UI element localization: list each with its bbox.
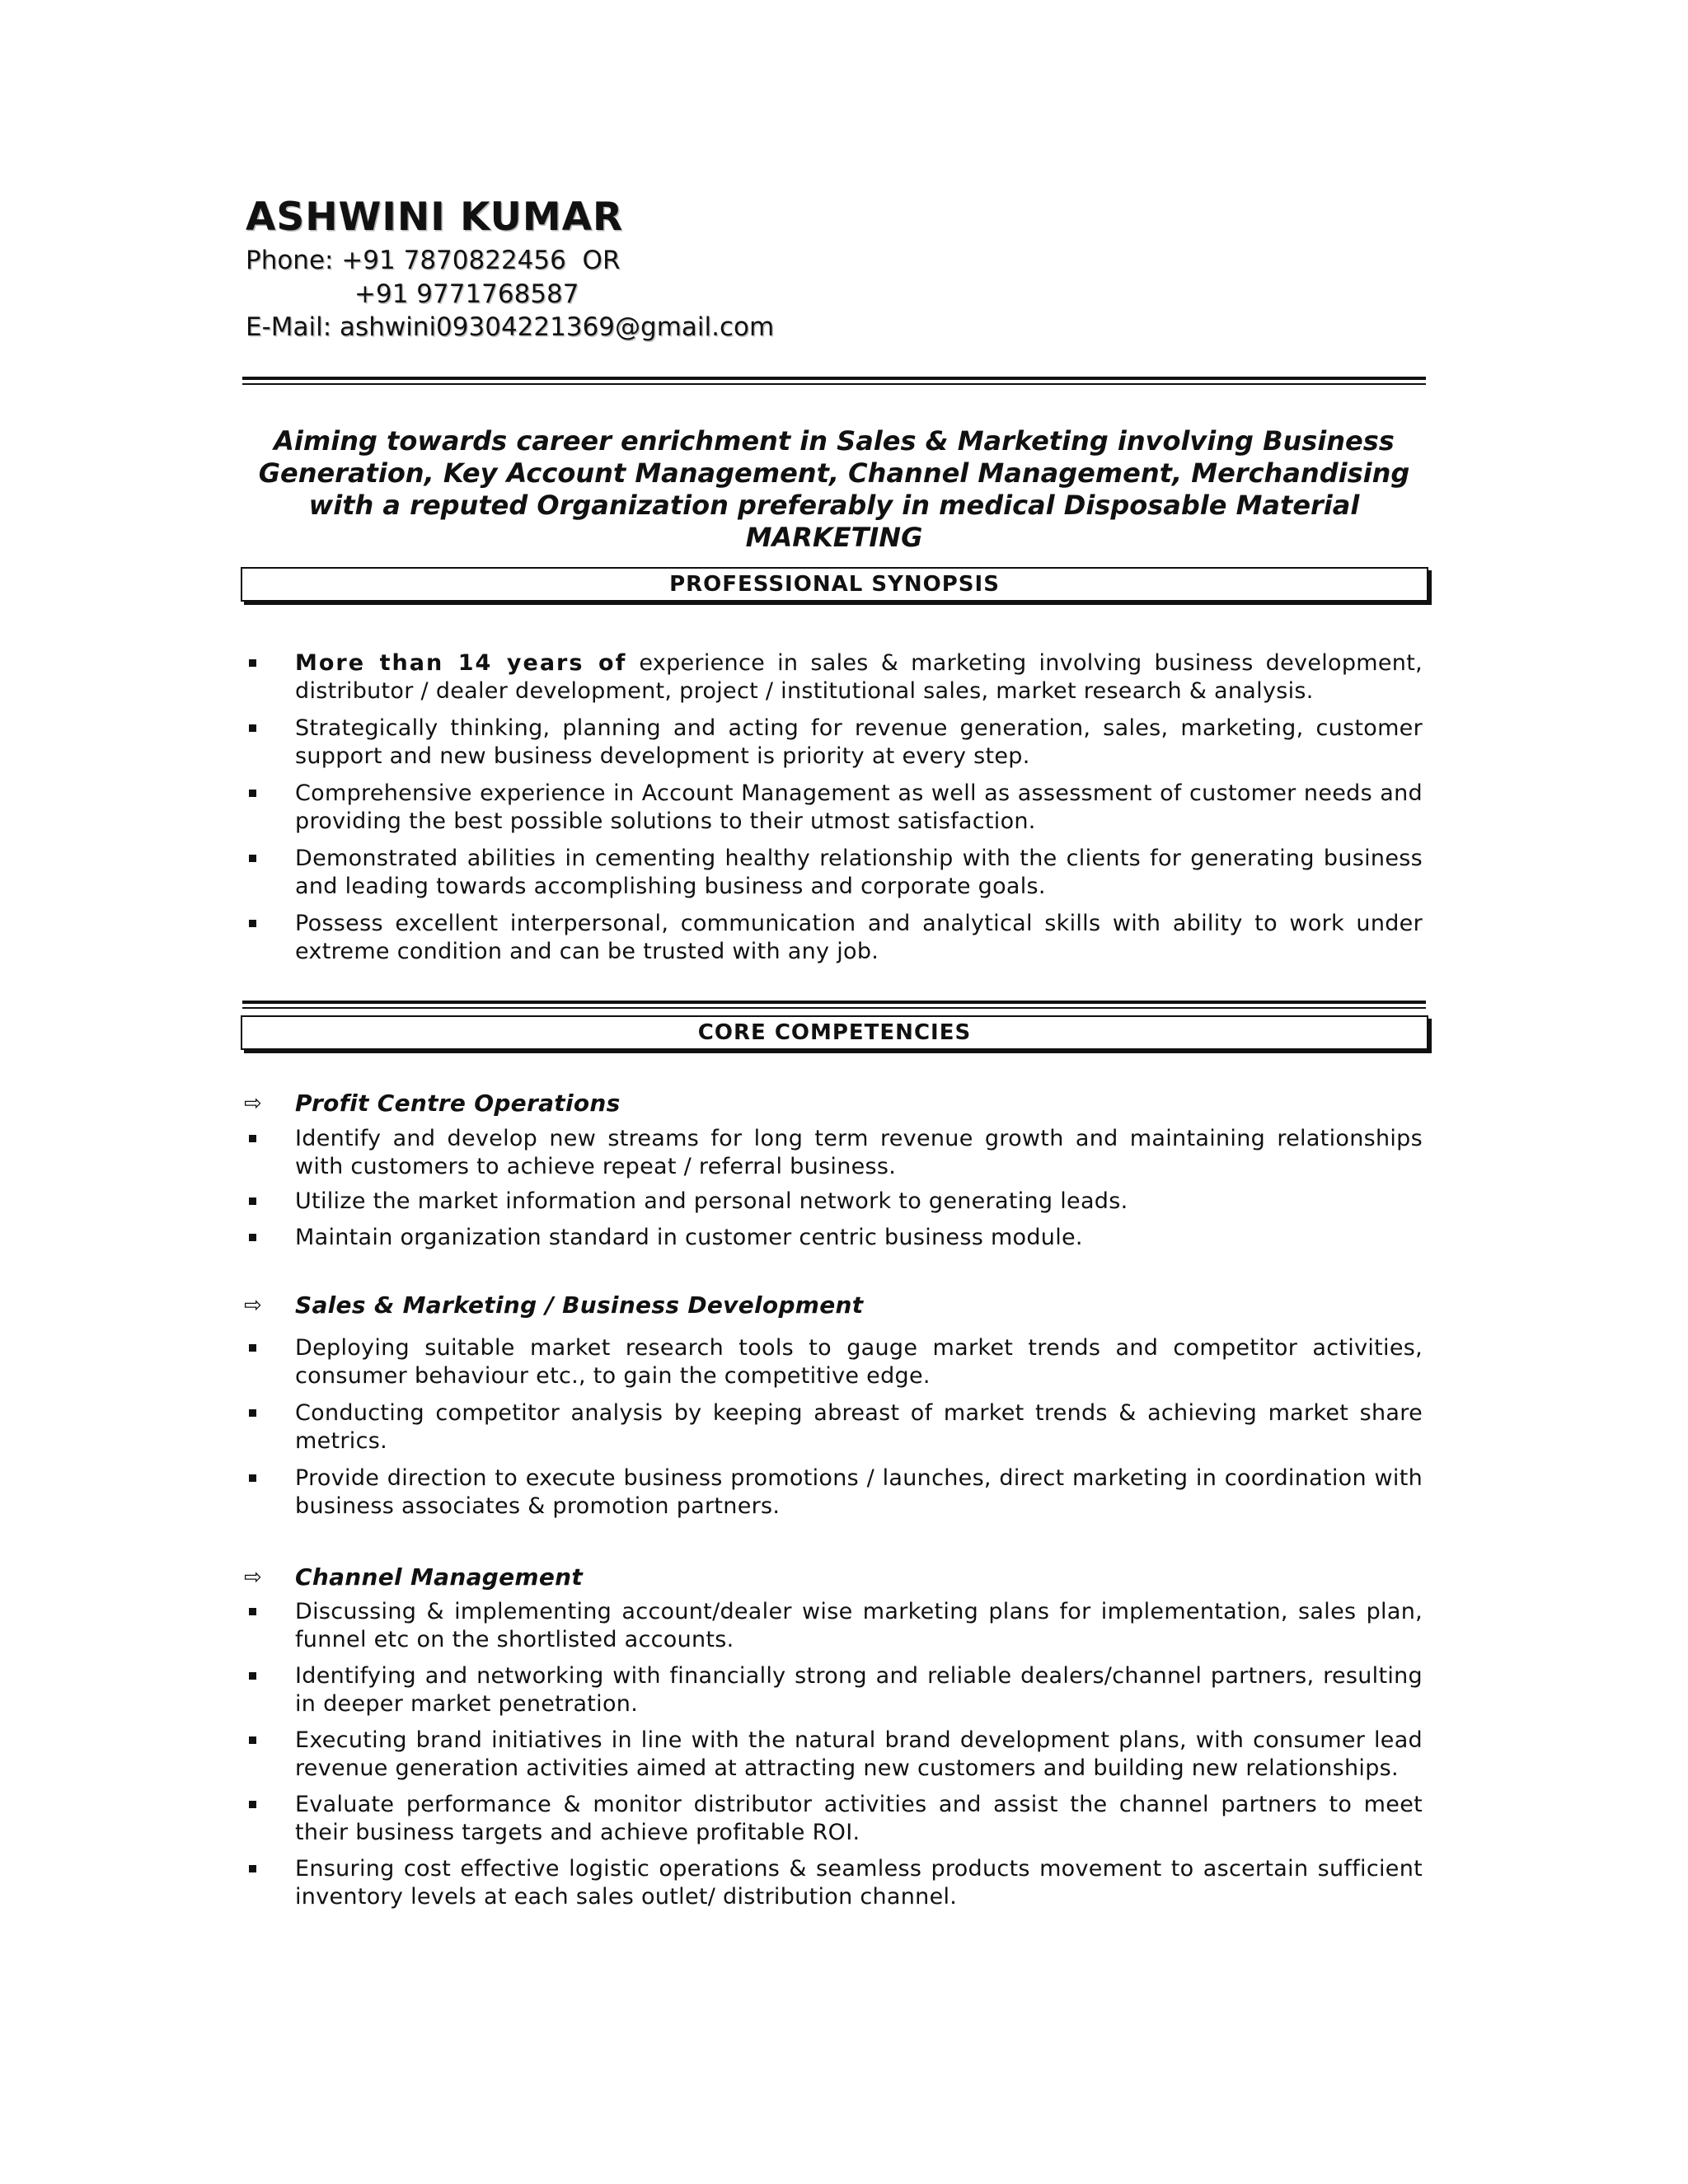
synopsis-list bbox=[244, 649, 1423, 966]
square-bullet-icon bbox=[249, 1474, 256, 1482]
section-divider-thick bbox=[242, 1001, 1426, 1004]
competency-group-sales-marketing bbox=[244, 1291, 1423, 1521]
square-bullet-icon bbox=[249, 1135, 256, 1142]
list-item-text: experience in sales & marketing involving business development, distributor / dealer development, project / institutional sales, market research & analysis. bbox=[295, 650, 1423, 704]
group-heading: ⇨ Channel Management bbox=[244, 1563, 584, 1591]
square-bullet-icon bbox=[249, 1234, 256, 1241]
experience-highlight: More than 14 years of bbox=[295, 650, 627, 676]
list-item bbox=[244, 845, 1423, 901]
header-divider-thin bbox=[242, 383, 1426, 385]
square-bullet-icon bbox=[249, 659, 256, 667]
list-item-text: Executing brand initiatives in line with the natural brand development plans, with consumer lead revenue generation activities aimed at attracting new customers and building new relationships. bbox=[295, 1727, 1423, 1781]
list-item bbox=[244, 1399, 1423, 1455]
list-item-text: Discussing & implementing account/dealer wise marketing plans for implementation, sales plan, funnel etc on the shortlisted accounts. bbox=[295, 1599, 1423, 1652]
square-bullet-icon bbox=[249, 790, 256, 797]
square-bullet-icon bbox=[249, 1409, 256, 1417]
objective-line: Aiming towards career enrichment in Sales & Marketing involving Business bbox=[274, 425, 1395, 457]
list-item bbox=[244, 1791, 1423, 1847]
list-item bbox=[244, 715, 1423, 771]
square-bullet-icon bbox=[249, 1736, 256, 1744]
square-bullet-icon bbox=[249, 1672, 256, 1680]
list-item bbox=[244, 1855, 1423, 1911]
competency-group-channel bbox=[244, 1563, 1423, 1911]
list-item bbox=[244, 1727, 1423, 1783]
group-heading: ⇨ Profit Centre Operations bbox=[244, 1090, 621, 1117]
square-bullet-icon bbox=[249, 1865, 256, 1872]
objective-line: Generation, Key Account Management, Channel Management, Merchandising bbox=[258, 457, 1410, 489]
square-bullet-icon bbox=[249, 1801, 256, 1808]
square-bullet-icon bbox=[249, 920, 256, 927]
objective-line: MARKETING bbox=[745, 522, 923, 553]
list-item-text: Provide direction to execute business promotions / launches, direct marketing in coordination with business associates & promotion partners. bbox=[295, 1465, 1423, 1519]
square-bullet-icon bbox=[249, 1344, 256, 1352]
objective-line: with a reputed Organization preferably in medical Disposable Material bbox=[308, 490, 1360, 521]
group-heading: ⇨ Sales & Marketing / Business Development bbox=[244, 1291, 864, 1319]
list-item-text: Maintain organization standard in customer centric business module. bbox=[295, 1225, 1083, 1250]
list-item bbox=[244, 1188, 1423, 1216]
list-item-text: Strategically thinking, planning and acting for revenue generation, sales, marketing, customer support and new business development is priority at every step. bbox=[295, 715, 1423, 769]
phone-alt-line: +91 9771768587 bbox=[354, 279, 579, 309]
arrow-right-icon: ⇨ bbox=[244, 1091, 263, 1116]
header-divider-thick bbox=[242, 377, 1426, 380]
list-item bbox=[244, 649, 1423, 705]
email-line: E-Mail: ashwini09304221369@gmail.com bbox=[246, 312, 775, 342]
list-item-text: Evaluate performance & monitor distributor activities and assist the channel partners to meet their business targets and achieve profitable ROI. bbox=[295, 1792, 1423, 1845]
list-item bbox=[244, 1334, 1423, 1390]
list-item bbox=[244, 1465, 1423, 1521]
list-item-text: Ensuring cost effective logistic operations & seamless products movement to ascertain sufficient inventory levels at each sales outlet/ distribution channel. bbox=[295, 1856, 1423, 1910]
square-bullet-icon bbox=[249, 1608, 256, 1615]
section-divider-thin bbox=[242, 1007, 1426, 1009]
square-bullet-icon bbox=[249, 724, 256, 732]
list-item-text: Identify and develop new streams for long term revenue growth and maintaining relationships with customers to achieve repeat / referral business. bbox=[295, 1126, 1423, 1179]
arrow-right-icon: ⇨ bbox=[244, 1293, 263, 1318]
square-bullet-icon bbox=[249, 1197, 256, 1205]
list-item-text: Demonstrated abilities in cementing healthy relationship with the clients for generating business and leading towards accomplishing business and corporate goals. bbox=[295, 846, 1423, 899]
list-item-text: Conducting competitor analysis by keeping abreast of market trends & achieving market share metrics. bbox=[295, 1400, 1423, 1454]
competency-group-profit-centre bbox=[244, 1090, 1423, 1252]
list-item-text: Deploying suitable market research tools to gauge market trends and competitor activities, consumer behaviour etc., to gain the competitive edge. bbox=[295, 1335, 1423, 1389]
career-objective bbox=[239, 425, 1429, 554]
list-item-text: Possess excellent interpersonal, communication and analytical skills with ability to work under extreme condition and can be trusted with any job. bbox=[295, 911, 1423, 964]
list-item bbox=[244, 1224, 1423, 1252]
list-item-text: Identifying and networking with financially strong and reliable dealers/channel partners, resulting in deeper market penetration. bbox=[295, 1663, 1423, 1717]
list-item-text: Comprehensive experience in Account Management as well as assessment of customer needs and providing the best possible solutions to their utmost satisfaction. bbox=[295, 780, 1423, 834]
list-item bbox=[244, 1662, 1423, 1718]
section-title-competencies: CORE COMPETENCIES bbox=[241, 1015, 1428, 1050]
list-item bbox=[244, 1125, 1423, 1181]
phone-line: Phone: +91 7870822456 OR bbox=[246, 246, 621, 275]
arrow-right-icon: ⇨ bbox=[244, 1565, 263, 1590]
list-item-text: Utilize the market information and personal network to generating leads. bbox=[295, 1188, 1128, 1214]
list-item bbox=[244, 1598, 1423, 1654]
square-bullet-icon bbox=[249, 855, 256, 862]
list-item bbox=[244, 910, 1423, 966]
section-title-synopsis: PROFESSIONAL SYNOPSIS bbox=[241, 567, 1428, 602]
candidate-name: ASHWINI KUMAR bbox=[246, 194, 624, 240]
list-item bbox=[244, 780, 1423, 836]
